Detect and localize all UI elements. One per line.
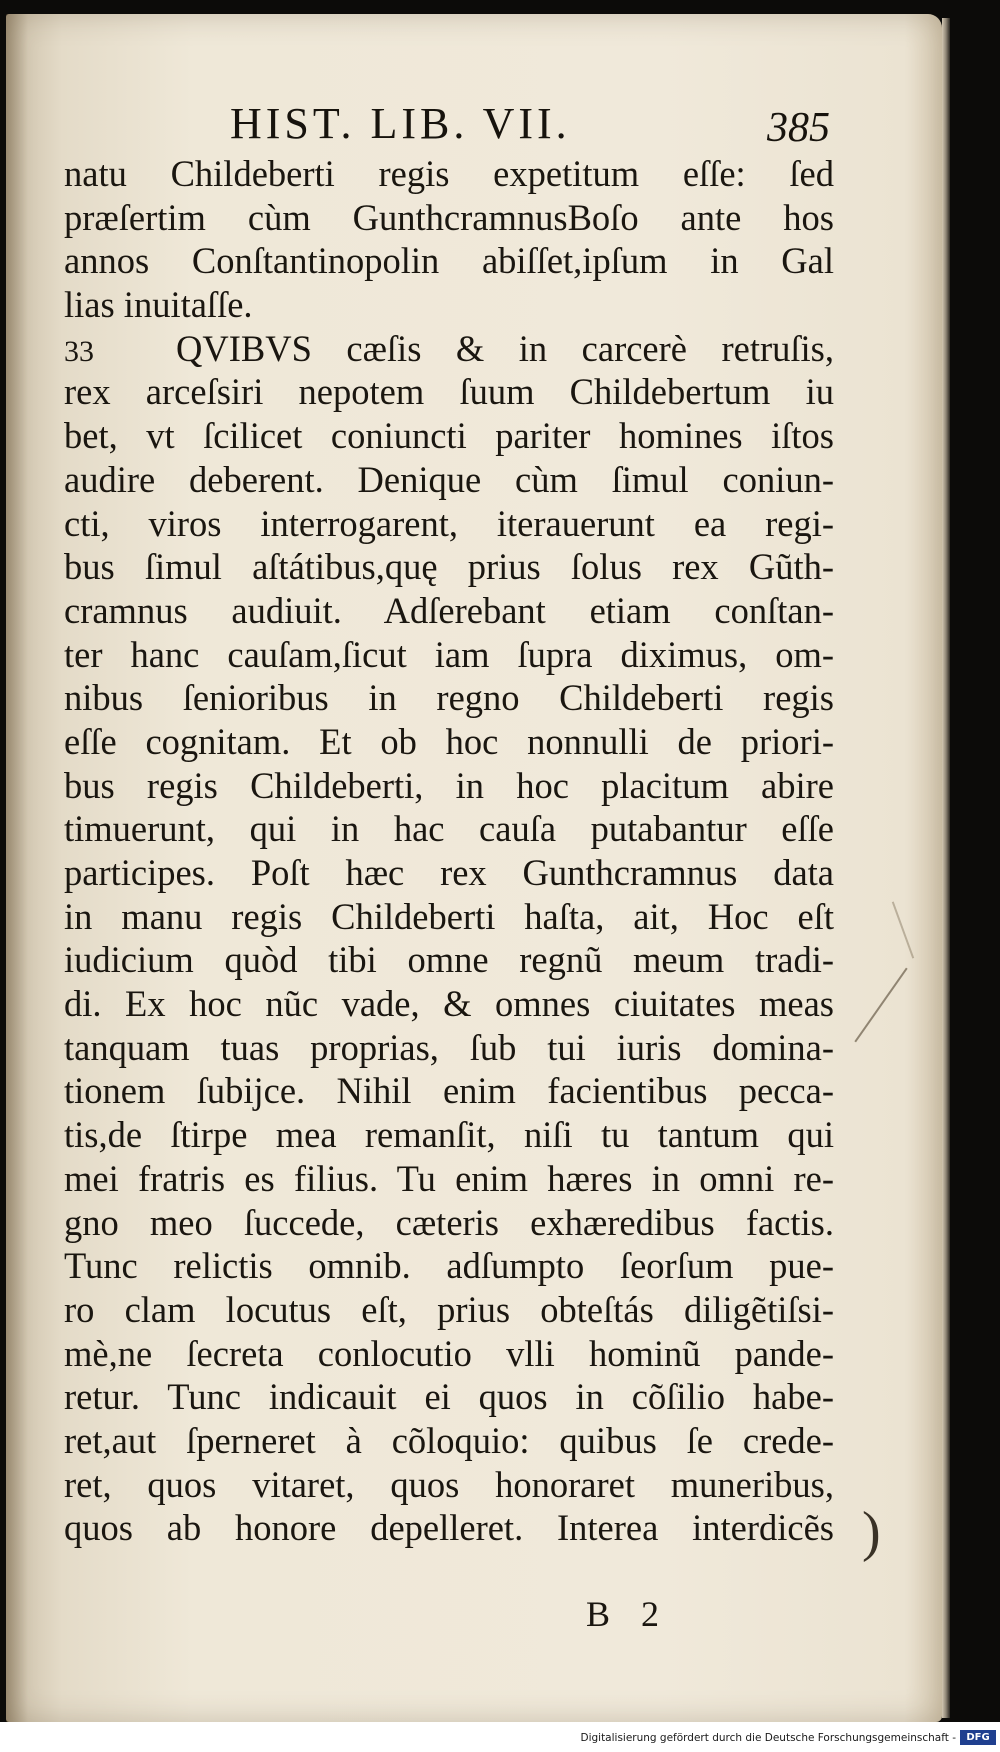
chapter-first-line-text: QVIBVS cæſis & in carcerè retruſis, [176,327,834,369]
text-line: ret,aut ſperneret à cõloquio: quibus ſe crede- [64,1419,834,1461]
text-line: ter hanc cauſam,ſicut iam ſupra diximus, om- [64,633,834,675]
text-line: tanquam tuas proprias, ſub tui iuris domina- [64,1026,834,1068]
text-line: annos Conſtantinopolin abiſſet,ipſum in Gal [64,240,834,282]
text-line: nibus ſenioribus in regno Childeberti regis [64,677,834,719]
printer-signature-mark: B 2 [586,1594,660,1634]
chapter-opening-line [64,327,834,371]
text-line: cramnus audiuit. Adſerebant etiam conſtan- [64,589,834,631]
text-line: tionem ſubijce. Nihil enim facientibus pecca- [64,1070,834,1112]
text-line: ret, quos vitaret, quos honoraret muneribus, [64,1463,834,1505]
page-gutter-shadow [6,14,28,1722]
text-line: mei fratris es filius. Tu enim hæres in omni re- [64,1157,834,1199]
text-line: natu Childeberti regis expetitum eſſe: ſed [64,153,834,194]
text-line: di. Ex hoc nũc vade, & omnes ciuitates meas [64,983,834,1025]
text-line: tis,de ſtirpe mea remanſit, niſi tu tantum qui [64,1114,834,1156]
text-line: ro clam locutus eſt, prius obteſtás diligẽtiſsi- [64,1288,834,1330]
page-header [230,94,830,154]
text-line: iudicium quòd tibi omne regnũ meum tradi- [64,939,834,981]
text-line: retur. Tunc indicauit ei quos in cõſilio habe- [64,1376,834,1418]
text-line: eſſe cognitam. Et ob hoc nonnulli de priori- [64,720,834,762]
text-line: quos ab honore depelleret. Interea interdicẽs [64,1507,834,1549]
digitization-credit: Digitalisierung gefördert durch die Deutsche Forschungsgemeinschaft - [580,1732,956,1744]
running-title: HIST. LIB. VII. [230,99,571,148]
text-line: participes. Poſt hæc rex Gunthcramnus data [64,852,834,893]
text-line: bus ſimul aſtátibus,quę prius ſolus rex Gũth- [64,546,834,588]
text-line: cti, viros interrogarent, iterauerunt ea regi- [64,502,834,544]
footer-bar [0,1722,1000,1752]
text-line: lias inuitaſſe. [64,284,253,326]
text-line: mè,ne ſecreta conlocutio vlli hominũ pande- [64,1332,834,1374]
dfg-logo[interactable]: DFG [960,1730,996,1745]
text-line: gno meo ſuccede, cæteris exhæredibus factis. [64,1201,834,1243]
body-text [64,152,834,1550]
page-fore-edge [942,18,950,1718]
text-line: in manu regis Childeberti haſta, ait, Hoc eſt [64,895,834,937]
text-line: timuerunt, qui in hac cauſa putabantur eſſe [64,808,834,850]
page-number: 385 [767,105,830,151]
text-line: rex arceſsiri nepotem ſuum Childebertum iu [64,371,834,413]
margin-parenthesis: ) [862,1501,881,1563]
text-line: bet, vt ſcilicet coniuncti pariter homines iſtos [64,415,834,457]
text-line: bus regis Childeberti, in hoc placitum abire [64,764,834,806]
text-line: audire deberent. Denique cùm ſimul coniun- [64,458,834,500]
chapter-number: 33 [64,334,94,368]
text-line: Tunc relictis omnib. adſumpto ſeorſum pue- [64,1245,834,1287]
text-line: præſertim cùm GunthcramnusBoſo ante hos [64,196,834,238]
